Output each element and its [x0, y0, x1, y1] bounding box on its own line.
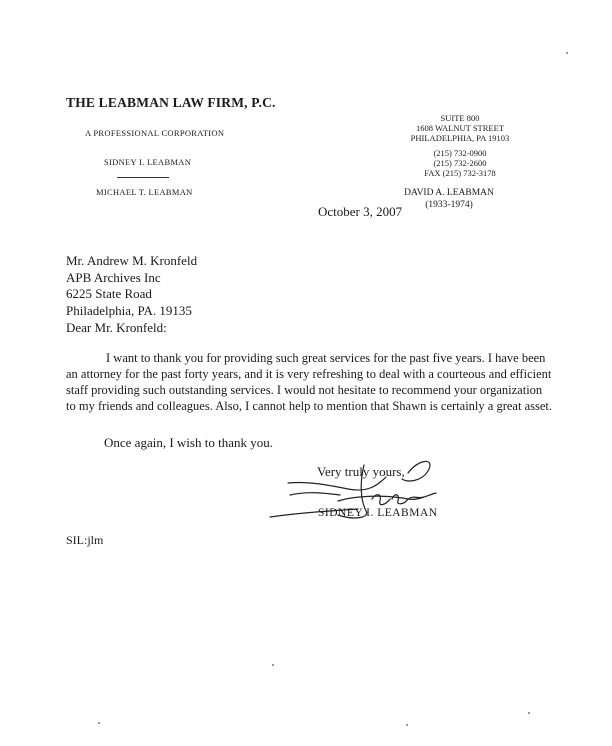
signer-name: SIDNEY I. LEABMAN [318, 507, 438, 519]
address-line: PHILADELPHIA, PA 19103 [410, 133, 510, 143]
salutation: Dear Mr. Kronfeld: [66, 320, 167, 335]
reference-initials: SIL:jlm [66, 533, 104, 547]
letter-body: I want to thank you for providing such great services for the past five years. I have been an attorney for the past forty years, and it is very refreshing to deal with a courteous and efficient staff providing such outstanding services. I would not hesitate to recommend your organization to my friends and colleagues. Also, I cannot help to mention that Shawn is certainly a great asset. [66, 351, 552, 413]
recipient-line: Philadelphia, PA. 19135 [66, 302, 192, 318]
partner-divider [117, 177, 169, 178]
phone-line: (215) 732-0900 [433, 148, 487, 158]
founder-name: DAVID A. LEABMAN [404, 188, 494, 198]
recipient-line: 6225 State Road [66, 286, 152, 301]
address-line: 1608 WALNUT STREET [416, 123, 504, 133]
partner-name-2: MICHAEL T. LEABMAN [96, 187, 193, 197]
firm-address [410, 113, 510, 143]
address-line: SUITE 800 [440, 113, 480, 123]
scan-speck [98, 722, 100, 724]
scan-speck [272, 664, 274, 666]
firm-name: THE LEABMAN LAW FIRM, P.C. [66, 95, 276, 110]
recipient-line: Mr. Andrew M. Kronfeld [66, 253, 198, 268]
recipient-address [66, 253, 197, 319]
scan-speck [406, 724, 408, 726]
letter-date: October 3, 2007 [318, 204, 403, 219]
valediction: Very truly yours, [317, 464, 405, 479]
scan-speck [528, 712, 530, 714]
recipient-line: APB Archives Inc [66, 269, 161, 285]
phone-line: (215) 732-2600 [433, 158, 487, 168]
corporation-type: A PROFESSIONAL CORPORATION [85, 128, 225, 138]
fax-line: FAX (215) 732-3178 [424, 168, 496, 178]
founder-years: (1933-1974) [425, 200, 473, 210]
scan-speck [566, 52, 568, 54]
partner-name-1: SIDNEY I. LEABMAN [104, 157, 192, 167]
founder-block [398, 187, 500, 211]
firm-phones [410, 148, 510, 178]
closing-paragraph: Once again, I wish to thank you. [104, 435, 273, 450]
